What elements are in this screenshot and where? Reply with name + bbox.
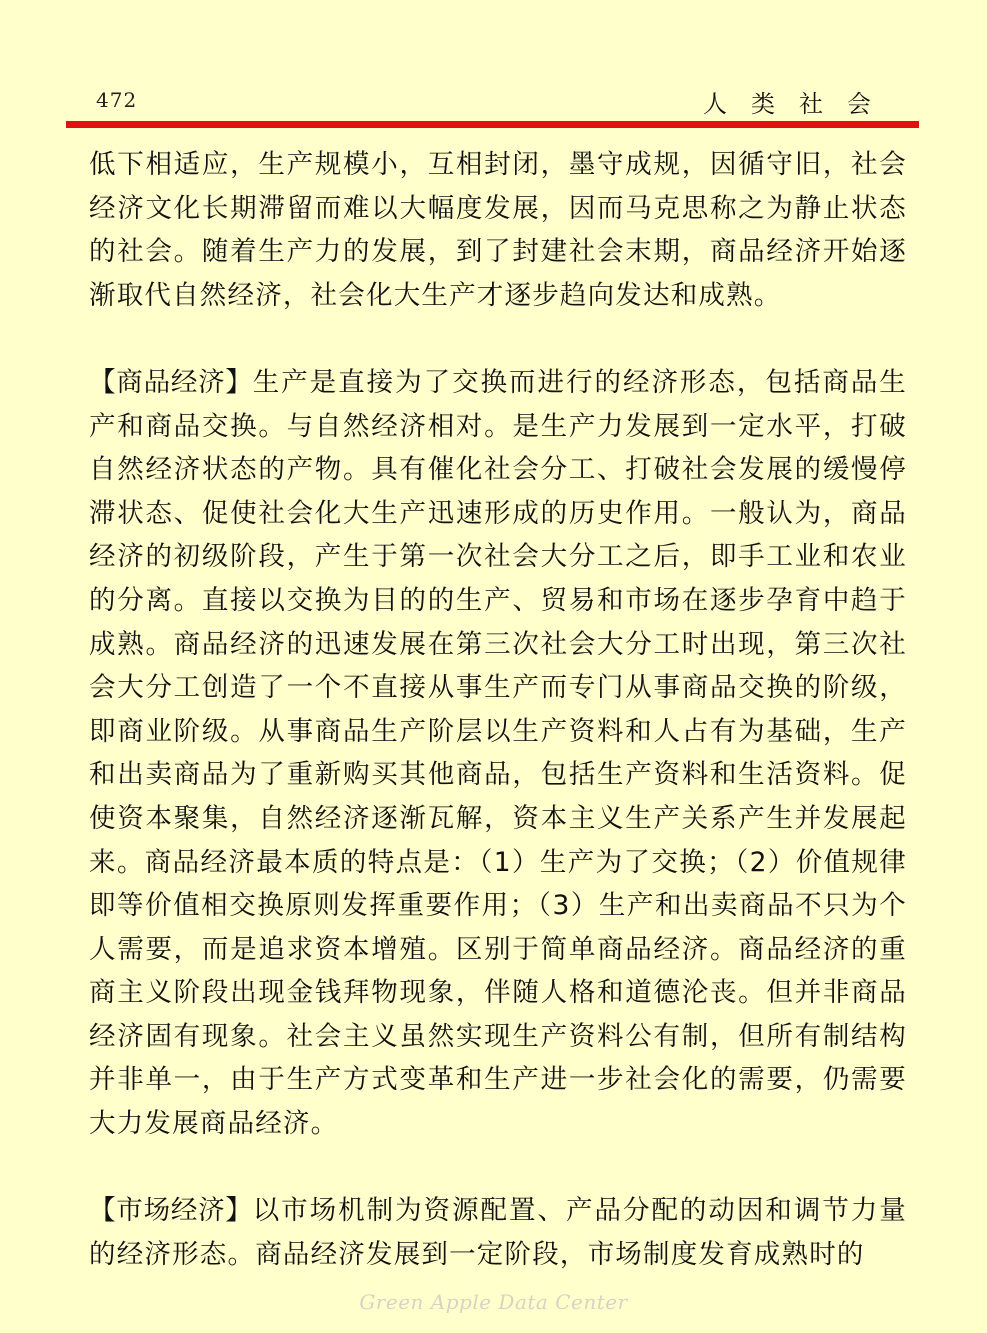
header-rule [66, 121, 919, 128]
entry-commodity-economy [89, 361, 907, 1146]
entry-definition: 以市场机制为资源配置、产品分配的动因和调节力量的经济形态。商品经济发展到一定阶段，市场制度发育成熟时的 [89, 1195, 908, 1270]
entry-market-economy [89, 1189, 907, 1276]
paragraph-continuation [89, 143, 907, 317]
body-text [89, 143, 907, 1276]
entry-term: 【市场经济】 [89, 1195, 253, 1227]
paragraph-text: 低下相适应，生产规模小，互相封闭，墨守成规，因循守旧，社会经济文化长期滞留而难以大幅度发展，因而马克思称之为静止状态的社会。随着生产力的发展，到了封建社会末期，商品经济开始逐渐取代自然经济，社会化大生产才逐步趋向发达和成熟。 [89, 149, 907, 311]
entry-term: 【商品经济】 [89, 366, 253, 398]
entry-definition: 生产是直接为了交换而进行的经济形态，包括商品生产和商品交换。与自然经济相对。是生产力发展到一定水平，打破自然经济状态的产物。具有催化社会分工、打破社会发展的缓慢停滞状态、促使社会化大生产迅速形成的历史作用。一般认为，商品经济的初级阶段，产生于第一次社会大分工之后，即手工业和农业的分离。直接以交换为目的的生产、贸易和市场在逐步孕育中趋于成熟。商品经济的迅速发展在第三次社会大分工时出现，第三次社会大分工创造了一个不直接从事生产而专门从事商品交换的阶级，即商业阶级。从事商品生产阶层以生产资料和人占有为基础，生产和出卖商品为了重新购买其他商品，包括生产资料和生活资料。促使资本聚集，自然经济逐渐瓦解，资本主义生产关系产生并发展起来。商品经济最本质的特点是：（1）生产为了交换；（2）价值规律即等价值相交换原则发挥重要作用；（3）生产和出卖商品不只为个人需要，而是追求资本增殖。区别于简单商品经济。商品经济的重商主义阶段出现金钱拜物现象，伴随人格和道德沦丧。但并非商品经济固有现象。社会主义虽然实现生产资料公有制，但所有制结构并非单一，由于生产方式变革和生产进一步社会化的需要，仍需要大力发展商品经济。 [89, 366, 908, 1140]
watermark: Green Apple Data Center [359, 1290, 628, 1314]
page-number: 472 [96, 88, 138, 112]
running-title: 人类社会 [703, 90, 895, 118]
